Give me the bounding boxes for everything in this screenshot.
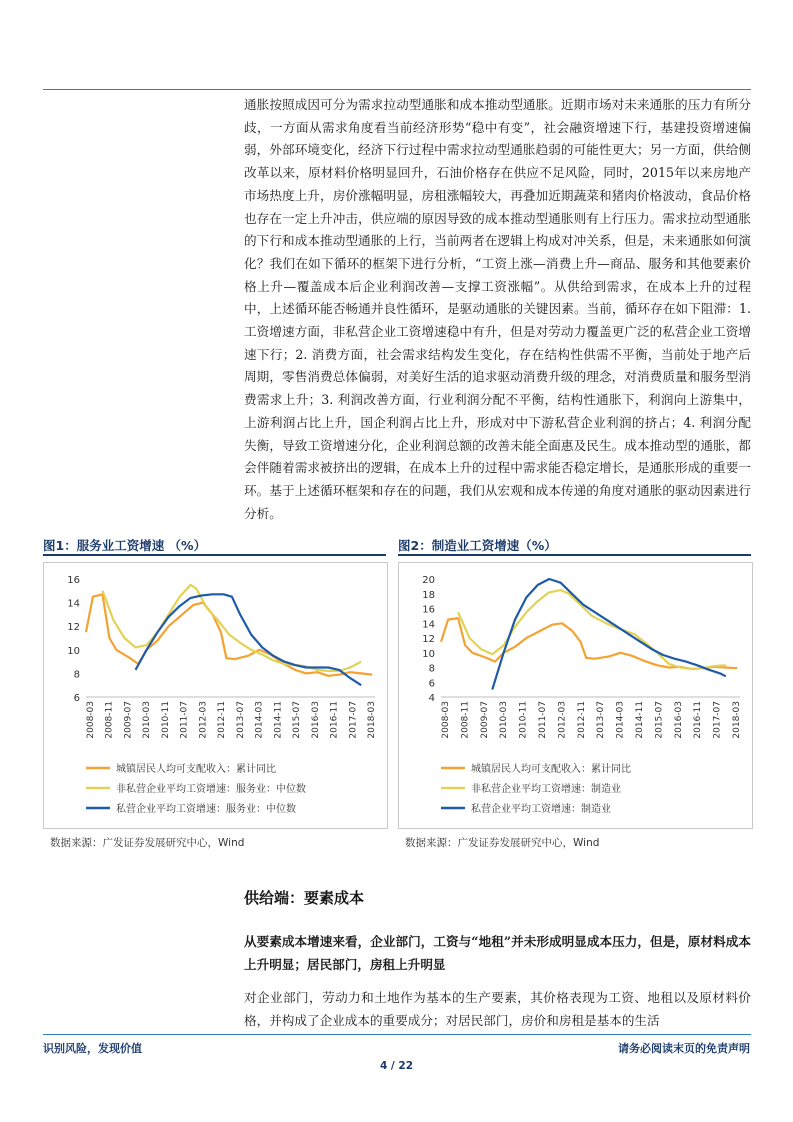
x-tick-label: 2017-07 — [348, 701, 359, 739]
x-tick-label: 2015-07 — [654, 701, 665, 739]
x-tick-label: 2012-11 — [217, 701, 228, 739]
x-tick-label: 2009-07 — [479, 701, 490, 739]
y-tick-label: 14 — [67, 598, 80, 610]
body-paragraph-2: 对企业部门，劳动力和土地作为基本的生产要素，其价格表现为工资、地租以及原材料价格，并构成了企业成本的重要成分；对居民部门，房价和房租是基本的生活 — [244, 990, 751, 1028]
x-tick-label: 2012-03 — [557, 701, 568, 739]
legend-label-0: 城镇居民人均可支配收入：累计同比 — [471, 764, 631, 775]
x-tick-label: 2013-07 — [235, 701, 246, 739]
x-tick-label: 2012-03 — [198, 701, 209, 739]
y-tick-label: 18 — [422, 589, 435, 601]
x-tick-label: 2016-11 — [329, 701, 340, 739]
x-tick-label: 2008-03 — [441, 701, 451, 739]
x-tick-label: 2011-07 — [538, 701, 548, 739]
x-tick-label: 2013-07 — [596, 701, 607, 739]
x-tick-label: 2008-11 — [460, 701, 471, 739]
footer-disclaimer: 请务必阅读末页的免责声明 — [618, 1042, 750, 1055]
x-tick-label: 2016-11 — [693, 701, 704, 739]
y-tick-label: 12 — [422, 634, 435, 645]
x-tick-label: 2014-11 — [273, 701, 284, 739]
y-tick-label: 6 — [428, 678, 435, 690]
x-tick-label: 2018-03 — [367, 701, 377, 739]
y-tick-label: 8 — [428, 663, 435, 675]
figure1-svg — [44, 563, 387, 828]
section-title: 供给端：要素成本 — [244, 889, 365, 907]
x-tick-label: 2010-11 — [518, 701, 529, 739]
x-tick-label: 2016-03 — [673, 701, 684, 739]
x-tick-label: 2009-07 — [123, 701, 134, 739]
figure1-chart — [43, 562, 388, 829]
figure1-title: 图1：服务业工资增速 （%） — [43, 538, 207, 553]
x-tick-label: 2010-03 — [142, 701, 153, 739]
header-rule — [43, 89, 751, 90]
x-tick-label: 2012-11 — [576, 701, 587, 739]
x-tick-label: 2010-11 — [160, 701, 171, 739]
figure1-source: 数据来源：广发证券发展研究中心，Wind — [50, 837, 245, 849]
x-tick-label: 2008-03 — [86, 701, 96, 739]
legend-label-1: 非私营企业平均工资增速：服务业：中位数 — [116, 784, 306, 795]
x-tick-label: 2017-07 — [712, 701, 723, 739]
y-tick-label: 20 — [422, 575, 435, 586]
legend-label-0: 城镇居民人均可支配收入：累计同比 — [116, 764, 276, 775]
y-tick-label: 12 — [67, 622, 80, 634]
bold-paragraph: 从要素成本增速来看，企业部门，工资与“地租”并未形成明显成本压力，但是，原材料成本上升明显；居民部门，房租上升明显 — [244, 934, 751, 972]
y-tick-label: 14 — [422, 619, 435, 631]
legend-label-2: 私营企业平均工资增速：服务业：中位数 — [116, 804, 296, 815]
y-tick-label: 16 — [67, 575, 80, 586]
footer-rule — [43, 1034, 751, 1035]
x-tick-label: 2014-03 — [254, 701, 265, 739]
x-tick-label: 2015-07 — [292, 701, 303, 739]
x-tick-label: 2010-03 — [499, 701, 510, 739]
x-tick-label: 2014-11 — [635, 701, 645, 739]
y-tick-label: 8 — [73, 669, 80, 681]
body-paragraph-1: 通胀按照成因可分为需求拉动型通胀和成本推动型通胀。近期市场对未来通胀的压力有所分歧，一方面从需求角度看当前经济形势“稳中有变”，社会融资增速下行，基建投资增速偏弱，外部环境变化，经济下行过程中需求拉动型通胀趋弱的可能性更大；另一方面，供给侧改革以来，原材料价格明显回升，石油价格存在供应不足风险，同时，2015年以来房地产市场热度上升，房价涨幅明显，房租涨幅较大，再叠加近期蔬菜和猪肉价格波动，食品价格也存在一定上升冲击，供应端的原因导致的成本推动型通胀则有上行压力。需求拉动型通胀的下行和成本推动型通胀的上行，当前两者在逻辑上构成对冲关系，但是，未来通胀如何演化？我们在如下循环的框架下进行分析，“工资上涨—消费上升—商品、服务和其他要素价格上升—覆盖成本后企业利润改善—支撑工资涨幅”。从供给到需求，在成本上升的过程中，上述循环能否畅通并良性循环，是驱动通胀的关键因素。当前，循环存在如下阻滞：1. 工资增速方面，非私营企业工资增速稳中有升，但是对劳动力覆盖更广泛的私营企业工资增速下行；2. 消费方面，社会需求结构发生变化，存在结构性供需不平衡，当前处于地产后周期，零售消费总体偏弱，对美好生活的追求驱动消费升级的理念，对消费质量和服务型消费需求上升；3. 利润改善方面，行业利润分配不平衡，结构性通胀下，利润向上游集中，上游利润占比上升，国企利润占比上升，形成对中下游私营企业利润的挤占；4. 利润分配失衡，导致工资增速分化，企业利润总额的改善未能全面惠及民生。成本推动型的通胀，都会伴随着需求被挤出的逻辑，在成本上升的过程中需求能否稳定增长，是通胀形成的重要一环。基于上述循环框架和存在的问题，我们从宏观和成本传递的角度对通胀的驱动因素进行分析。 — [244, 97, 751, 521]
x-tick-label: 2014-03 — [615, 701, 626, 739]
figure2-rule — [398, 554, 751, 556]
y-tick-label: 6 — [73, 693, 80, 704]
series-line-2 — [492, 579, 726, 690]
figure1-rule — [43, 554, 386, 556]
x-tick-label: 2016-03 — [310, 701, 321, 739]
x-tick-label: 2018-03 — [732, 701, 742, 739]
y-tick-label: 4 — [428, 693, 435, 704]
figure2-title: 图2：制造业工资增速（%） — [398, 538, 557, 553]
figure2-source: 数据来源：广发证券发展研究中心，Wind — [405, 837, 600, 849]
x-tick-label: 2008-11 — [104, 701, 115, 739]
legend-label-2: 私营企业平均工资增速：制造业 — [471, 804, 611, 815]
y-tick-label: 10 — [67, 645, 80, 657]
y-tick-label: 16 — [422, 604, 435, 616]
page-number: 4 / 22 — [379, 1060, 414, 1072]
y-tick-label: 10 — [422, 648, 435, 660]
figure2-svg — [399, 563, 752, 828]
series-line-0 — [441, 618, 737, 669]
legend-label-1: 非私营企业平均工资增速：制造业 — [471, 784, 621, 795]
footer-slogan: 识别风险，发现价值 — [43, 1042, 142, 1055]
x-tick-label: 2011-07 — [179, 701, 190, 739]
figure2-chart — [398, 562, 753, 829]
